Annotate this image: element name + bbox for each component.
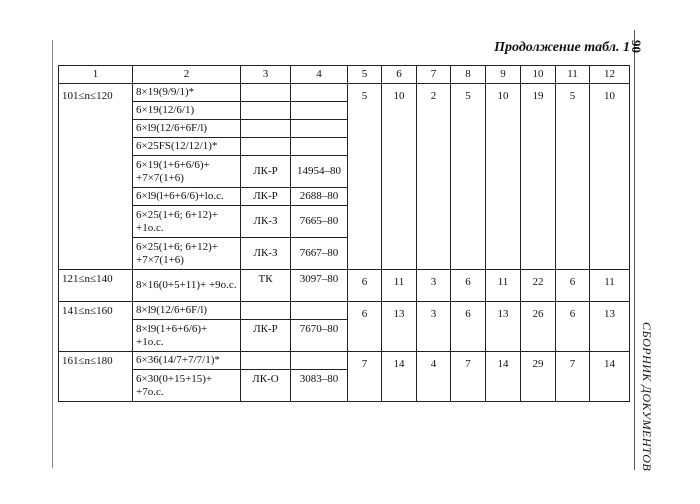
rope-design-cell: 6×30(0+15+15)+ +7o.c.: [133, 370, 241, 402]
rope-design-cell: 8×16(0+5+11)+ +9o.c.: [133, 270, 241, 302]
value-cell: 6: [451, 270, 486, 302]
standard-cell: 2688–80: [291, 188, 348, 206]
header-cell: 3: [241, 66, 291, 84]
rope-design-cell: 6×25(1+6; 6+12)+ +7×7(1+6): [133, 238, 241, 270]
rope-design-cell: 6×19(1+6+6/6)+ +7×7(1+6): [133, 156, 241, 188]
rope-design-cell: 6×19(12/6/1): [133, 102, 241, 120]
range-cell: 121≤n≤140: [59, 270, 133, 302]
value-cell: 11: [590, 270, 630, 302]
header-cell: 11: [556, 66, 590, 84]
standard-cell: [291, 84, 348, 102]
page-number: 90: [629, 40, 644, 53]
header-cell: 8: [451, 66, 486, 84]
standard-cell: [291, 352, 348, 370]
value-cell: 10: [486, 84, 521, 270]
standard-cell: 14954–80: [291, 156, 348, 188]
range-cell: 141≤n≤160: [59, 302, 133, 352]
standard-cell: 7670–80: [291, 320, 348, 352]
header-cell: 5: [348, 66, 382, 84]
header-row: [59, 66, 630, 84]
value-cell: 14: [590, 352, 630, 402]
table-row: [59, 84, 630, 102]
value-cell: 7: [451, 352, 486, 402]
value-cell: 29: [521, 352, 556, 402]
value-cell: 3: [417, 302, 451, 352]
value-cell: 6: [556, 302, 590, 352]
value-cell: 6: [348, 302, 382, 352]
rope-design-cell: 6×l9(12/6+6F/l): [133, 120, 241, 138]
type-cell: [241, 138, 291, 156]
value-cell: 10: [382, 84, 417, 270]
type-cell: ЛК-Р: [241, 320, 291, 352]
standard-cell: [291, 120, 348, 138]
value-cell: 7: [348, 352, 382, 402]
value-cell: 26: [521, 302, 556, 352]
standard-cell: [291, 302, 348, 320]
rope-design-cell: 6×l9(l+6+6/6)+lo.c.: [133, 188, 241, 206]
rope-design-cell: 6×25FS(12/12/1)*: [133, 138, 241, 156]
value-cell: 5: [451, 84, 486, 270]
value-cell: 10: [590, 84, 630, 270]
value-cell: 7: [556, 352, 590, 402]
type-cell: ЛК-Р: [241, 188, 291, 206]
rope-design-cell: 6×36(14/7+7/7/1)*: [133, 352, 241, 370]
rope-design-cell: 6×25(1+6; 6+12)+ +1o.c.: [133, 206, 241, 238]
type-cell: [241, 352, 291, 370]
table-caption: Продолжение табл. 1: [494, 40, 630, 55]
value-cell: 13: [590, 302, 630, 352]
right-margin-rule: [634, 30, 635, 470]
header-cell: 12: [590, 66, 630, 84]
standard-cell: [291, 138, 348, 156]
left-margin-rule: [52, 40, 53, 468]
range-cell: 101≤n≤120: [59, 84, 133, 270]
table-row: [59, 352, 630, 370]
value-cell: 2: [417, 84, 451, 270]
type-cell: [241, 120, 291, 138]
table-row: [59, 302, 630, 320]
header-cell: 7: [417, 66, 451, 84]
data-table: [58, 65, 630, 402]
standard-cell: 7667–80: [291, 238, 348, 270]
rope-design-cell: 8×l9(1+6+6/6)+ +1o.c.: [133, 320, 241, 352]
header-cell: 2: [133, 66, 241, 84]
header-cell: 1: [59, 66, 133, 84]
type-cell: [241, 102, 291, 120]
type-cell: ЛК-З: [241, 206, 291, 238]
value-cell: 5: [348, 84, 382, 270]
header-cell: 6: [382, 66, 417, 84]
value-cell: 14: [486, 352, 521, 402]
type-cell: [241, 302, 291, 320]
rope-design-cell: 8×l9(12/6+6F/l): [133, 302, 241, 320]
value-cell: 6: [451, 302, 486, 352]
value-cell: 5: [556, 84, 590, 270]
value-cell: 4: [417, 352, 451, 402]
value-cell: 19: [521, 84, 556, 270]
header-cell: 9: [486, 66, 521, 84]
value-cell: 11: [486, 270, 521, 302]
value-cell: 13: [486, 302, 521, 352]
rope-design-cell: 8×19(9/9/1)*: [133, 84, 241, 102]
table-row: [59, 270, 630, 302]
type-cell: ЛК-Р: [241, 156, 291, 188]
standard-cell: [291, 102, 348, 120]
standard-cell: 7665–80: [291, 206, 348, 238]
value-cell: 13: [382, 302, 417, 352]
running-title: СБОРНИК ДОКУМЕНТОВ: [640, 322, 654, 472]
header-cell: 4: [291, 66, 348, 84]
value-cell: 14: [382, 352, 417, 402]
value-cell: 6: [556, 270, 590, 302]
type-cell: [241, 84, 291, 102]
type-cell: ЛК-О: [241, 370, 291, 402]
value-cell: 22: [521, 270, 556, 302]
value-cell: 3: [417, 270, 451, 302]
header-cell: 10: [521, 66, 556, 84]
value-cell: 11: [382, 270, 417, 302]
type-cell: ЛК-З: [241, 238, 291, 270]
range-cell: 161≤n≤180: [59, 352, 133, 402]
standard-cell: 3097–80: [291, 270, 348, 302]
value-cell: 6: [348, 270, 382, 302]
type-cell: ТК: [241, 270, 291, 302]
standard-cell: 3083–80: [291, 370, 348, 402]
